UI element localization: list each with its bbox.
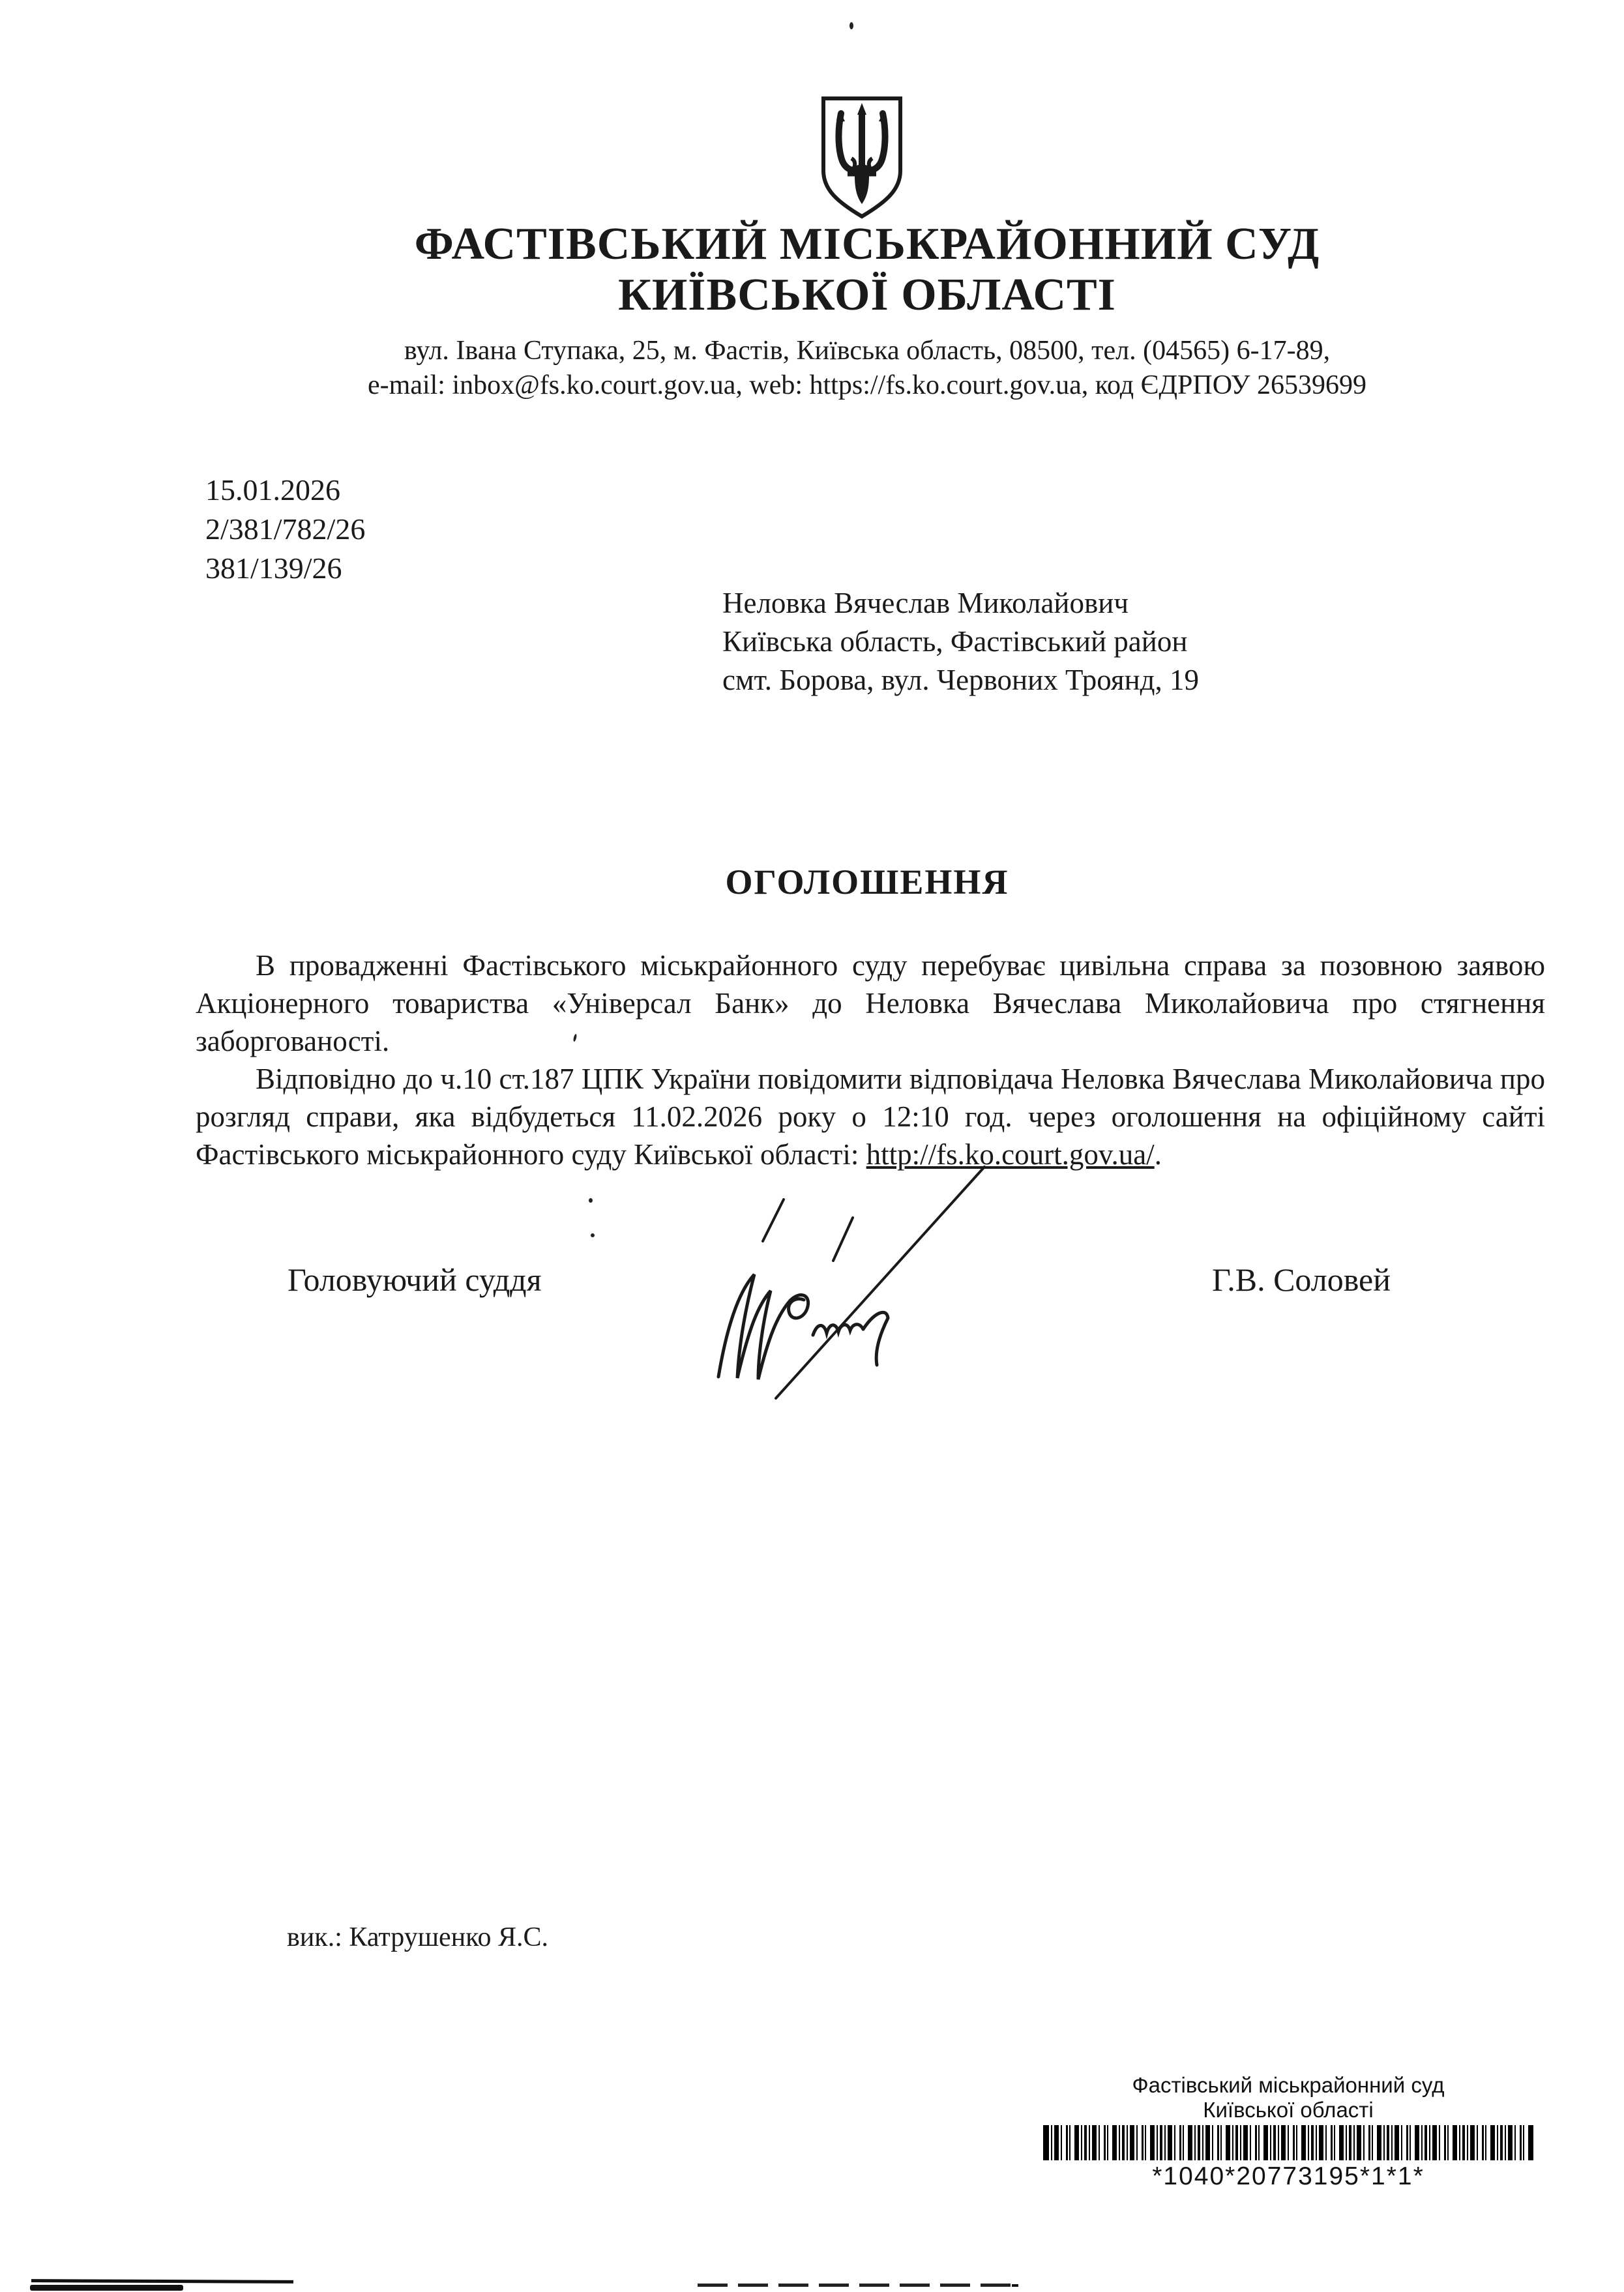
- scan-smudge: [31, 2279, 293, 2284]
- court-name-line2: КИЇВСЬКОЇ ОБЛАСТІ: [618, 270, 1116, 320]
- barcode-code: *1040*20773195*1*1*: [1152, 2162, 1425, 2190]
- scan-smudge: [30, 2285, 183, 2291]
- scan-smudge: [1012, 2284, 1018, 2287]
- court-address-line: вул. Івана Ступака, 25, м. Фастів, Київська область, 08500, тел. (04565) 6-17-89,: [404, 336, 1331, 366]
- scan-smudge: [698, 2284, 1011, 2287]
- executor-line: вик.: Катрушенко Я.С.: [287, 1922, 548, 1952]
- court-contact-block: [215, 334, 1519, 403]
- body-paragraph-1: В провадженні Фастівського міськрайонного суду перебуває цивільна справа за позовною заявою Акціонерного товариства «Універсал Банк» до Неловка Вячеслава Миколайовича про стягнення заборгованості.: [196, 949, 1545, 1057]
- signature-row: [288, 1261, 1391, 1299]
- barcode-label-line1: Фастівський міськрайонний суд: [1132, 2073, 1445, 2097]
- barcode: [1043, 2125, 1533, 2160]
- signer-role: Головуючий суддя: [288, 1261, 542, 1298]
- scan-speck: [589, 1198, 593, 1203]
- scan-speck: [849, 22, 853, 29]
- court-website-link[interactable]: http://fs.ko.court.gov.ua/: [866, 1138, 1155, 1171]
- body-paragraph-2-tail: .: [1154, 1138, 1162, 1171]
- court-name: [215, 219, 1519, 321]
- recipient-address-line2: смт. Борова, вул. Червоних Троянд, 19: [722, 664, 1200, 696]
- ukraine-trident-coat-of-arms-icon: [819, 93, 905, 223]
- recipient-address-line1: Київська область, Фастівський район: [722, 625, 1188, 658]
- document-body: [196, 947, 1545, 1173]
- recipient-name: Неловка Вячеслав Миколайович: [722, 587, 1129, 619]
- document-title: ОГОЛОШЕННЯ: [725, 862, 1009, 902]
- signer-name: Г.В. Соловей: [1211, 1261, 1391, 1298]
- body-paragraph-2-text: Відповідно до ч.10 ст.187 ЦПК України повідомити відповідача Неловка Вячеслава Миколайовича про розгляд справи, яка відбудеться 11.02.2026 року о 12:10 год. через оголошення на офіційному сайті Фастівського міськрайонного суду Київської області:: [196, 1063, 1545, 1171]
- court-name-line1: ФАСТІВСЬКИЙ МІСЬКРАЙОННИЙ СУД: [414, 219, 1320, 269]
- court-contacts-line: e-mail: inbox@fs.ko.court.gov.ua, web: https://fs.ko.court.gov.ua, код ЄДРПОУ 26539699: [368, 370, 1366, 400]
- document-date: 15.01.2026: [205, 473, 340, 507]
- case-number: 2/381/782/26: [205, 512, 366, 546]
- scan-speck: [591, 1233, 595, 1237]
- barcode-label-line2: Київської області: [1203, 2098, 1374, 2122]
- proceeding-number: 381/139/26: [205, 551, 342, 585]
- registration-barcode-block: [1027, 2073, 1549, 2192]
- body-paragraph-2: [196, 1060, 1545, 1173]
- document-meta: [205, 471, 365, 588]
- recipient-block: [722, 584, 1199, 699]
